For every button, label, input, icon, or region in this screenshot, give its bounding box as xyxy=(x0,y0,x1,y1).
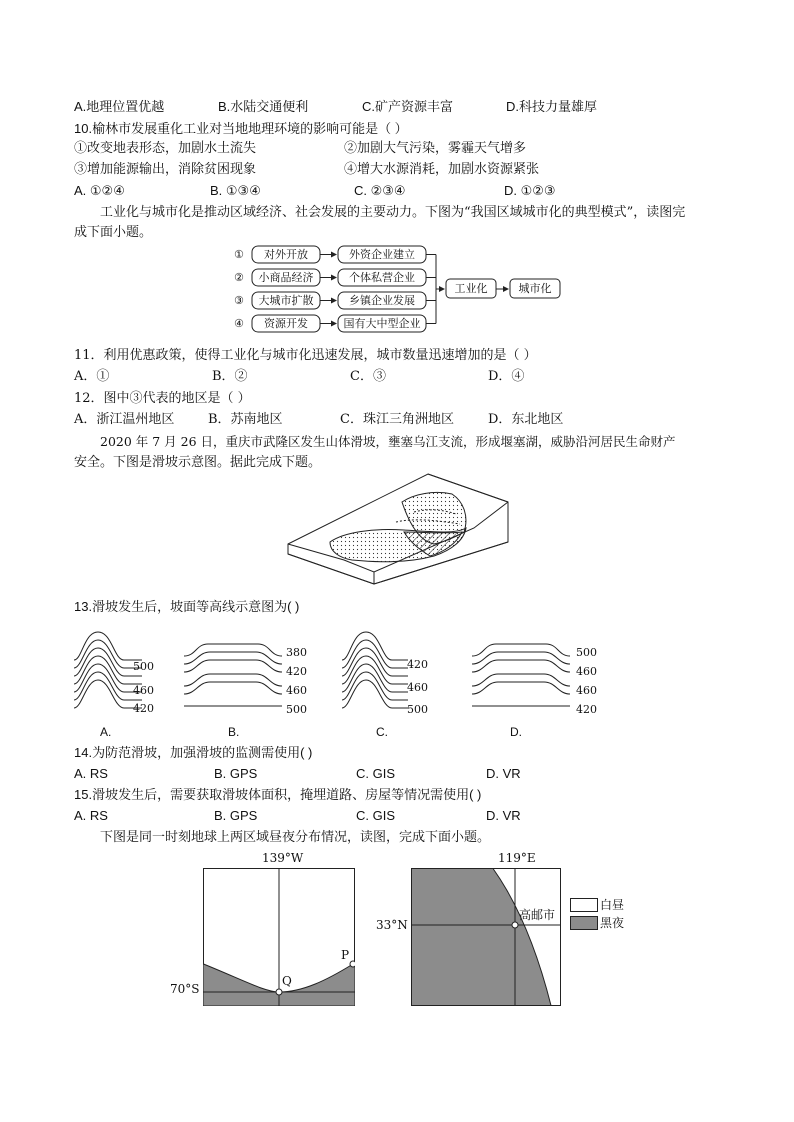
q10-item-4: ④增大水源消耗，加剧水资源紧张 xyxy=(344,162,540,177)
intro-landslide-line1: 2020 年 7 月 26 日，重庆市武隆区发生山体滑坡，壅塞乌江支流，形成堰塞湖，威胁沿河居民生命财产 xyxy=(100,434,676,449)
map1-point-p xyxy=(350,961,355,967)
urbanization-flowchart xyxy=(230,242,570,334)
q9-option-c[interactable]: C.矿产资源丰富 xyxy=(362,99,454,114)
q15-stem: 15.滑坡发生后，需要获取滑坡体面积，掩埋道路、房屋等情况需使用( ) xyxy=(74,787,482,802)
q10-option-a[interactable]: A. ①②④ xyxy=(74,183,125,198)
map1-southern-daynight xyxy=(203,868,355,1006)
q12-option-d[interactable]: D．东北地区 xyxy=(488,412,564,427)
intro-daynight: 下图是同一时刻地球上两区域昼夜分布情况，读图，完成下面小题。 xyxy=(100,830,491,845)
intro-urban-line1: 工业化与城市化是推动区域经济、社会发展的主要动力。下图为“我国区域城市化的典型模式”，读图完 xyxy=(100,205,686,220)
contour-b-label-2: 420 xyxy=(286,665,307,678)
flow-num-2: ② xyxy=(234,271,244,284)
contour-figure-b xyxy=(182,636,288,716)
q12-option-b[interactable]: B．苏南地区 xyxy=(208,412,283,427)
q9-option-d[interactable]: D.科技力量雄厚 xyxy=(506,99,598,114)
q12-option-a[interactable]: A．浙江温州地区 xyxy=(74,412,175,427)
legend-day-label: 白昼 xyxy=(600,898,625,912)
map1-point-q xyxy=(276,989,282,995)
flow-left-1: 对外开放 xyxy=(264,248,308,261)
q10-option-d[interactable]: D. ①②③ xyxy=(504,183,556,198)
contour-a-label-1: 500 xyxy=(133,660,154,673)
contour-d-label-1: 500 xyxy=(576,646,597,659)
contour-figure-d xyxy=(470,636,576,716)
flow-right-4: 国有大中型企业 xyxy=(343,317,421,330)
map2-northern-daynight xyxy=(411,868,561,1006)
contour-d-label-4: 420 xyxy=(576,703,597,716)
q14-option-a[interactable]: A. RS xyxy=(74,766,108,781)
flow-right-2: 个体私营企业 xyxy=(349,271,415,284)
q11-option-b[interactable]: B．② xyxy=(212,369,248,384)
q10-item-2: ②加剧大气污染，雾霾天气增多 xyxy=(344,141,527,156)
intro-urban-line2: 成下面小题。 xyxy=(74,225,153,240)
contour-c-label-2: 460 xyxy=(407,681,428,694)
q14-option-d[interactable]: D. VR xyxy=(486,766,521,781)
map1-label-p: P xyxy=(341,948,350,962)
map2-point-city xyxy=(512,922,518,928)
q11-option-c[interactable]: C．③ xyxy=(350,369,386,384)
flow-industrial: 工业化 xyxy=(454,282,488,295)
contour-d-label-2: 460 xyxy=(576,665,597,678)
q10-option-b[interactable]: B. ①③④ xyxy=(210,183,261,198)
map2-night-area xyxy=(412,869,552,1006)
contour-label-d: D. xyxy=(510,725,522,739)
q10-item-1: ①改变地表形态，加剧水土流失 xyxy=(74,141,257,156)
legend-night-swatch xyxy=(570,916,598,930)
q10-item-3: ③增加能源输出，消除贫困现象 xyxy=(74,162,257,177)
legend-day-swatch xyxy=(570,898,598,912)
contour-c-label-1: 420 xyxy=(407,658,428,671)
flow-left-3: 大城市扩散 xyxy=(258,294,314,307)
flow-left-4: 资源开发 xyxy=(264,317,308,330)
q9-option-a[interactable]: A.地理位置优越 xyxy=(74,99,165,114)
q15-option-a[interactable]: A. RS xyxy=(74,808,108,823)
contour-b-label-1: 380 xyxy=(286,646,307,659)
q11-option-d[interactable]: D．④ xyxy=(488,369,525,384)
contour-b-label-4: 500 xyxy=(286,703,307,716)
flow-left-2: 小商品经济 xyxy=(258,271,314,284)
q14-option-b[interactable]: B. GPS xyxy=(214,766,258,781)
map1-label-q: Q xyxy=(282,974,292,988)
legend-night-label: 黑夜 xyxy=(600,916,625,930)
landslide-diagram xyxy=(284,472,514,590)
contour-label-c: C. xyxy=(376,725,388,739)
flow-num-3: ③ xyxy=(234,294,244,307)
contour-a-label-2: 460 xyxy=(133,684,154,697)
flow-num-4: ④ xyxy=(234,317,244,330)
contour-a-label-3: 420 xyxy=(133,702,154,715)
q14-stem: 14.为防范滑坡，加强滑坡的监测需使用( ) xyxy=(74,745,313,760)
flow-urban: 城市化 xyxy=(518,282,552,295)
q14-option-c[interactable]: C. GIS xyxy=(356,766,396,781)
contour-d-label-3: 460 xyxy=(576,684,597,697)
q15-option-b[interactable]: B. GPS xyxy=(214,808,258,823)
q12-stem: 12．图中③代表的地区是（ ） xyxy=(74,391,251,406)
q13-stem: 13.滑坡发生后，坡面等高线示意图为( ) xyxy=(74,599,300,614)
q15-option-c[interactable]: C. GIS xyxy=(356,808,396,823)
map1-latitude: 70°S xyxy=(170,982,200,996)
q15-option-d[interactable]: D. VR xyxy=(486,808,521,823)
q9-option-b[interactable]: B.水陆交通便利 xyxy=(218,99,309,114)
map1-longitude: 139°W xyxy=(262,851,304,865)
q10-option-c[interactable]: C. ②③④ xyxy=(354,183,406,198)
flow-num-1: ① xyxy=(234,248,244,261)
map2-latitude: 33°N xyxy=(376,918,408,932)
map2-longitude: 119°E xyxy=(498,851,536,865)
flow-right-3: 乡镇企业发展 xyxy=(349,294,415,307)
q12-option-c[interactable]: C．珠江三角洲地区 xyxy=(340,412,454,427)
q11-stem: 11．利用优惠政策，使得工业化与城市化迅速发展，城市数量迅速增加的是（ ） xyxy=(74,348,537,363)
contour-label-b: B. xyxy=(228,725,240,739)
contour-label-a: A. xyxy=(100,725,112,739)
flow-right-1: 外资企业建立 xyxy=(349,248,415,261)
intro-landslide-line2: 安全。下图是滑坡示意图。据此完成下题。 xyxy=(74,455,322,470)
map2-city: 高邮市 xyxy=(519,908,556,922)
contour-b-label-3: 460 xyxy=(286,684,307,697)
q10-stem: 10.榆林市发展重化工业对当地地理环境的影响可能是（ ） xyxy=(74,121,408,136)
contour-c-label-3: 500 xyxy=(407,703,428,716)
q11-option-a[interactable]: A．① xyxy=(74,369,110,384)
